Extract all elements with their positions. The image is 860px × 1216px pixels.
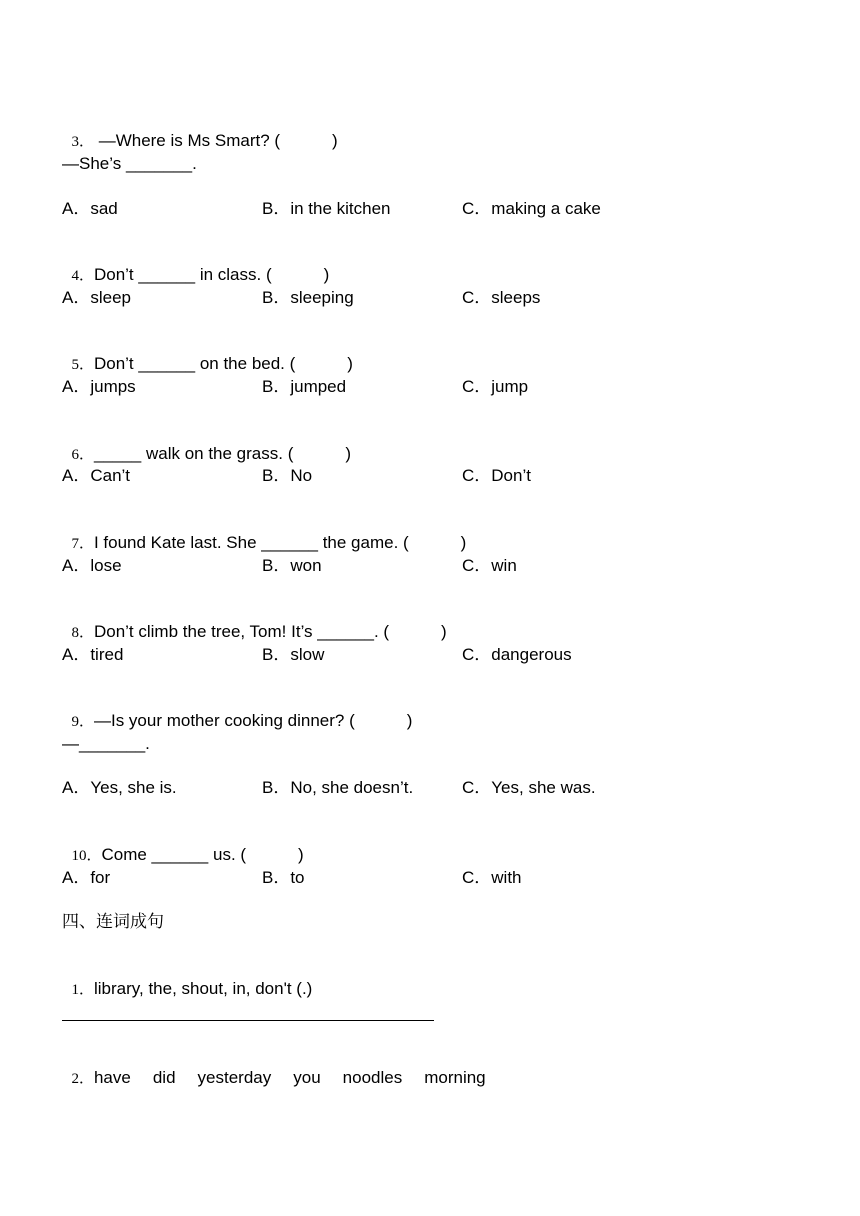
option-c[interactable]: C．Don’t — [462, 466, 531, 485]
question-number: 10． — [71, 848, 102, 864]
question-number: 6． — [71, 447, 94, 463]
sentence-2 — [62, 1045, 508, 1090]
question-8-stem — [62, 599, 447, 644]
question-text: _____ walk on the grass. ( ) — [93, 444, 351, 463]
option-b[interactable]: B．to — [262, 868, 305, 887]
sentence-1 — [62, 956, 312, 1001]
option-a[interactable]: A．sad — [62, 199, 118, 218]
question-number: 9． — [71, 714, 94, 730]
word: yesterday — [197, 1068, 272, 1087]
word: noodles — [342, 1068, 403, 1087]
option-c[interactable]: C．jump — [462, 377, 529, 396]
question-number: 8． — [71, 625, 94, 641]
option-a[interactable]: A．for — [62, 868, 111, 887]
question-4-stem — [62, 242, 329, 287]
question-text: Don’t ______ in class. ( ) — [93, 265, 330, 284]
question-text: —Where is Ms Smart? ( ) — [93, 131, 338, 150]
option-a[interactable]: A．Can’t — [62, 466, 131, 485]
question-9-stem — [62, 688, 412, 733]
word: morning — [424, 1068, 486, 1087]
question-number: 5． — [71, 357, 94, 373]
option-b[interactable]: B．sleeping — [262, 288, 354, 307]
question-text: —Is your mother cooking dinner? ( ) — [93, 711, 413, 730]
sentence-number: 2． — [71, 1071, 94, 1087]
question-10-stem — [62, 822, 304, 867]
question-number: 4． — [71, 268, 94, 284]
question-9-answer-line: —_______. — [62, 734, 150, 753]
question-6-stem — [62, 421, 351, 466]
question-text: I found Kate last. She ______ the game. ( ) — [93, 533, 467, 552]
option-b[interactable]: B．won — [262, 556, 322, 575]
option-c[interactable]: C．Yes, she was. — [462, 778, 596, 797]
option-c[interactable]: C．win — [462, 556, 517, 575]
option-a[interactable]: A．jumps — [62, 377, 136, 396]
question-5-stem — [62, 331, 353, 376]
question-7-stem — [62, 510, 466, 555]
option-b[interactable]: B．in the kitchen — [262, 199, 391, 218]
option-c[interactable]: C．making a cake — [462, 199, 601, 218]
option-b[interactable]: B．No — [262, 466, 313, 485]
word: did — [152, 1068, 176, 1087]
question-number: 7． — [71, 536, 94, 552]
question-text: Don’t climb the tree, Tom! It’s ______. ( ) — [93, 622, 447, 641]
question-3-stem — [62, 108, 338, 153]
option-b[interactable]: B．No, she doesn’t. — [262, 778, 414, 797]
option-a[interactable]: A．sleep — [62, 288, 131, 307]
option-c[interactable]: C．with — [462, 868, 522, 887]
word: have — [93, 1068, 131, 1087]
option-c[interactable]: C．dangerous — [462, 645, 572, 664]
question-text: Come ______ us. ( ) — [101, 845, 304, 864]
option-c[interactable]: C．sleeps — [462, 288, 541, 307]
answer-line[interactable] — [62, 1020, 434, 1021]
question-number: 3． — [71, 134, 94, 150]
option-b[interactable]: B．slow — [262, 645, 325, 664]
option-a[interactable]: A．tired — [62, 645, 124, 664]
section-heading: 四、连词成句 — [62, 912, 164, 932]
option-a[interactable]: A．lose — [62, 556, 122, 575]
word: you — [293, 1068, 321, 1087]
sentence-number: 1． — [71, 982, 94, 998]
option-b[interactable]: B．jumped — [262, 377, 347, 396]
question-text: Don’t ______ on the bed. ( ) — [93, 354, 353, 373]
question-3-answer-line: —She’s _______. — [62, 154, 197, 173]
sentence-words: library, the, shout, in, don't (.) — [93, 979, 313, 998]
option-a[interactable]: A．Yes, she is. — [62, 778, 177, 797]
